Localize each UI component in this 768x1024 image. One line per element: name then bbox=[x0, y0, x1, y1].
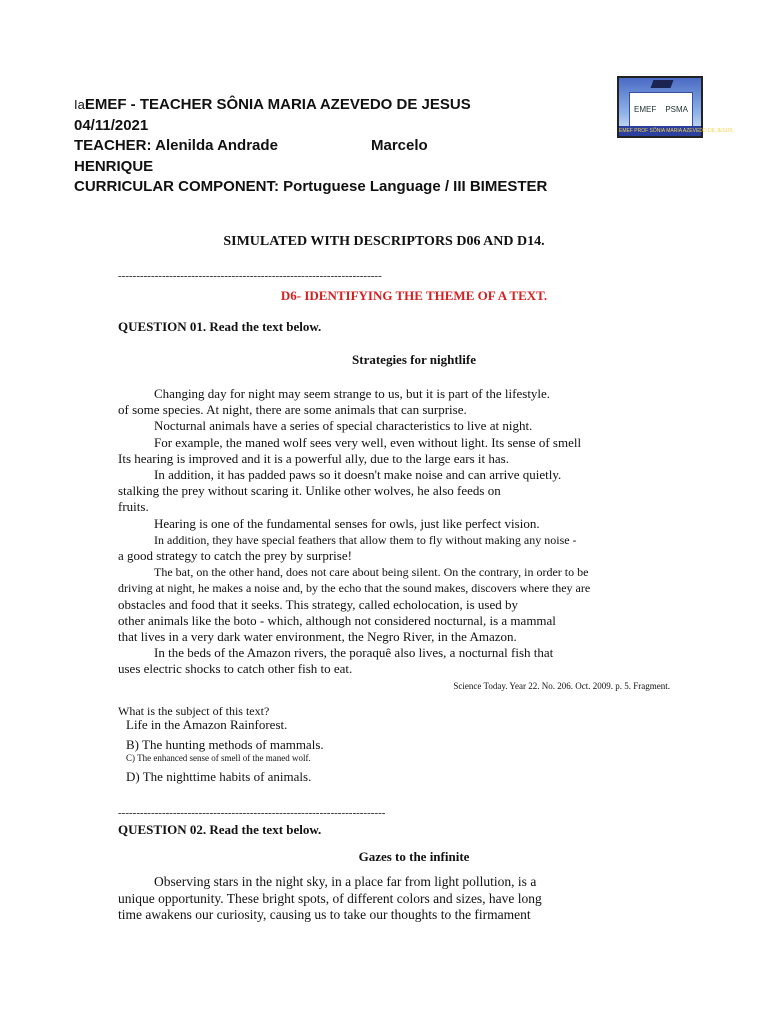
teacher-third: HENRIQUE bbox=[74, 158, 154, 175]
text-line: Its hearing is improved and it is a powerful ally, due to the large ears it has. bbox=[118, 450, 509, 466]
logo-ribbon: EMEF PROF SÔNIA MARIA AZEVEDO DE JESUS bbox=[619, 128, 733, 134]
text-line: time awakens our curiosity, causing us to take our thoughts to the firmament bbox=[118, 907, 531, 922]
option-b[interactable]: B) The hunting methods of mammals. bbox=[126, 737, 324, 752]
text-line: of some species. At night, there are some animals that can surprise. bbox=[118, 402, 467, 418]
page-title: SIMULATED WITH DESCRIPTORS D06 AND D14. bbox=[223, 234, 545, 249]
divider: ------------------------------------------------------------------------ bbox=[118, 270, 382, 282]
text-title: Gazes to the infinite bbox=[358, 849, 470, 864]
question-prompt: What is the subject of this text? bbox=[118, 704, 270, 718]
option-d[interactable]: D) The nighttime habits of animals. bbox=[126, 769, 312, 784]
teacher-second: Marcelo bbox=[371, 137, 428, 154]
school-name bbox=[74, 95, 471, 115]
school-title: EMEF - TEACHER SÔNIA MARIA AZEVEDO DE JESUS bbox=[84, 96, 471, 113]
option-a[interactable]: Life in the Amazon Rainforest. bbox=[126, 717, 288, 732]
curricular-component: CURRICULAR COMPONENT: Portuguese Language / III BIMESTER bbox=[74, 178, 548, 195]
text-line: Nocturnal animals have a series of special characteristics to live at night. bbox=[154, 418, 533, 434]
text-line: In addition, they have special feathers that allow them to fly without making any noise - bbox=[154, 532, 577, 547]
logo-left-text: EMEF bbox=[634, 105, 657, 114]
text-line: The bat, on the other hand, does not care about being silent. On the contrary, in order to be bbox=[154, 565, 589, 580]
divider: ------------------------------------------------------------------------- bbox=[118, 807, 386, 819]
text-line: stalking the prey without scaring it. Unlike other wolves, he also feeds on bbox=[118, 483, 501, 499]
text-line: Changing day for night may seem strange to us, but it is part of the lifestyle. bbox=[154, 386, 551, 401]
text-line: a good strategy to catch the prey by surprise! bbox=[118, 548, 352, 564]
text-line: unique opportunity. These bright spots, of different colors and sizes, have long bbox=[118, 890, 542, 906]
text-line: that lives in a very dark water environment, the Negro River, in the Amazon. bbox=[118, 629, 517, 645]
text-line: fruits. bbox=[118, 499, 149, 515]
question-01-text bbox=[118, 386, 630, 678]
text-source: Science Today. Year 22. No. 206. Oct. 2009. p. 5. Fragment. bbox=[453, 681, 670, 691]
text-line: uses electric shocks to catch other fish to eat. bbox=[118, 661, 353, 677]
text-line: For example, the maned wolf sees very well, even without light. Its sense of smell bbox=[154, 434, 582, 450]
text-line: obstacles and food that it seeks. This strategy, called echolocation, is used by bbox=[118, 596, 519, 612]
text-line: In addition, it has padded paws so it doesn't make noise and can arrive quietly. bbox=[154, 467, 562, 483]
question-02-text bbox=[118, 874, 596, 924]
logo-board bbox=[629, 92, 693, 128]
text-line: In the beds of the Amazon rivers, the poraquê also lives, a nocturnal fish that bbox=[154, 645, 554, 661]
text-title: Strategies for nightlife bbox=[352, 352, 476, 367]
header-prefix: Ia bbox=[74, 97, 85, 112]
descriptor-heading: D6- IDENTIFYING THE THEME OF A TEXT. bbox=[280, 288, 548, 303]
option-c[interactable]: C) The enhanced sense of smell of the maned wolf. bbox=[126, 753, 311, 763]
school-logo bbox=[617, 76, 733, 138]
question-01-heading: QUESTION 01. Read the text below. bbox=[118, 319, 322, 334]
text-line: driving at night, he makes a noise and, by the echo that the sound makes, discovers where they are bbox=[118, 581, 591, 596]
question-02-heading: QUESTION 02. Read the text below. bbox=[118, 822, 322, 837]
graduation-cap-icon bbox=[651, 80, 674, 88]
teacher-label: TEACHER: Alenilda Andrade bbox=[74, 137, 278, 154]
text-line: other animals like the boto - which, although not considered nocturnal, is a mammal bbox=[118, 612, 556, 628]
text-line: Hearing is one of the fundamental senses for owls, just like perfect vision. bbox=[154, 515, 540, 531]
text-line: Observing stars in the night sky, in a place far from light pollution, is a bbox=[154, 874, 537, 889]
teacher-line bbox=[74, 136, 428, 156]
logo-right-text: PSMA bbox=[665, 105, 688, 114]
header-date: 04/11/2021 bbox=[74, 117, 149, 134]
